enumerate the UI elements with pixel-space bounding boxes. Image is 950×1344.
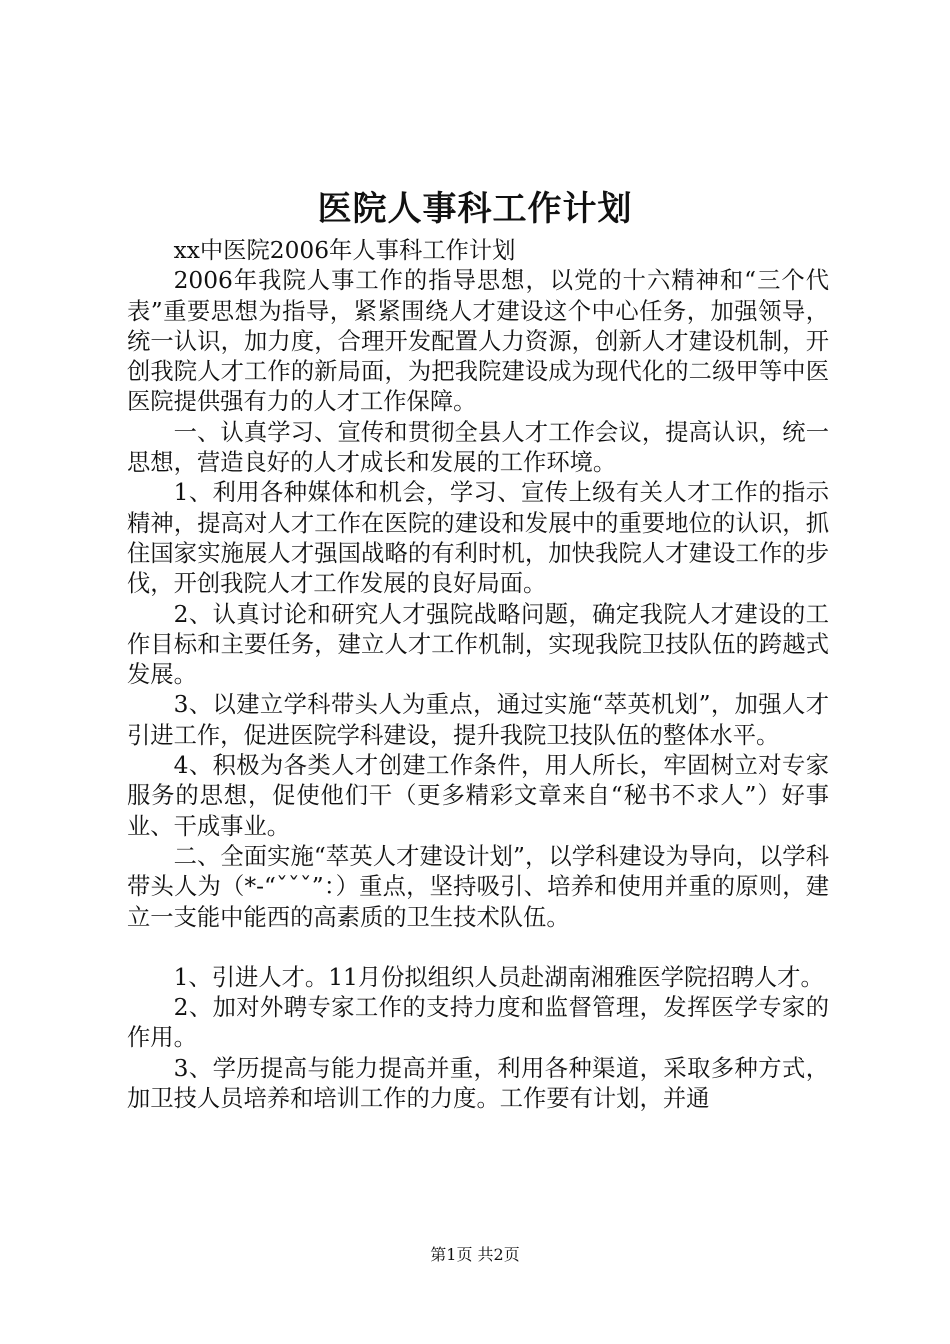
document-title: 医院人事科工作计划 [317,189,633,229]
document-body [127,236,829,1114]
paragraph-item-2-3: 3、学历提高与能力提高并重，利用各种渠道，采取多种方式，加卫技人员培养和培训工作的力度。工作要有计划，并通 [127,1054,829,1113]
page-number-footer: 第1页 共2页 [430,1245,520,1264]
paragraph-item-1-4: 4、积极为各类人才创建工作条件，用人所长，牢固树立对专家服务的思想，促使他们干（更多精彩文章来自“秘书不求人”）好事业、干成事业。 [127,752,829,840]
paragraph-guiding-ideas: 2006年我院人事工作的指导思想，以党的十六精神和“三个代表”重要思想为指导，紧紧围绕人才建设这个中心任务，加强领导，统一认识，加力度，合理开发配置人力资源，创新人才建设机制，开创我院人才工作的新局面，为把我院建设成为现代化的二级甲等中医医院提供强有力的人才工作保障。 [127,267,829,416]
paragraph-item-1-3: 3、以建立学科带头人为重点，通过实施“萃英机划”，加强人才引进工作，促进医院学科建设，提升我院卫技队伍的整体水平。 [127,691,829,749]
paragraph-item-1-1: 1、利用各种媒体和机会，学习、宣传上级有关人才工作的指示精神，提高对人才工作在医院的建设和发展中的重要地位的认识，抓住国家实施展人才强国战略的有利时机，加快我院人才建设工作的步伐，开创我院人才工作发展的良好局面。 [127,479,829,598]
paragraph-section-two: 二、全面实施“萃英人才建设计划”，以学科建设为导向，以学科带头人为（*-“ˇˇˇ”：）重点，坚持吸引、培养和使用并重的原则，建立一支能中能西的高素质的卫生技术队伍。 [127,842,829,931]
paragraph-section-one: 一、认真学习、宣传和贯彻全县人才工作会议，提高认识，统一思想，营造良好的人才成长和发展的工作环境。 [127,418,829,477]
paragraph-item-1-2: 2、认真讨论和研究人才强院战略问题，确定我院人才建设的工作目标和主要任务，建立人才工作机制，实现我院卫技队伍的跨越式发展。 [127,600,829,689]
paragraph-heading-line: xx中医院2006年人事科工作计划 [173,237,516,264]
paragraph-item-2-1: 1、引进人才。11月份拟组织人员赴湖南湘雅医学院招聘人才。 [173,963,824,991]
paragraph-item-2-2: 2、加对外聘专家工作的支持力度和监督管理，发挥医学专家的作用。 [127,994,829,1052]
